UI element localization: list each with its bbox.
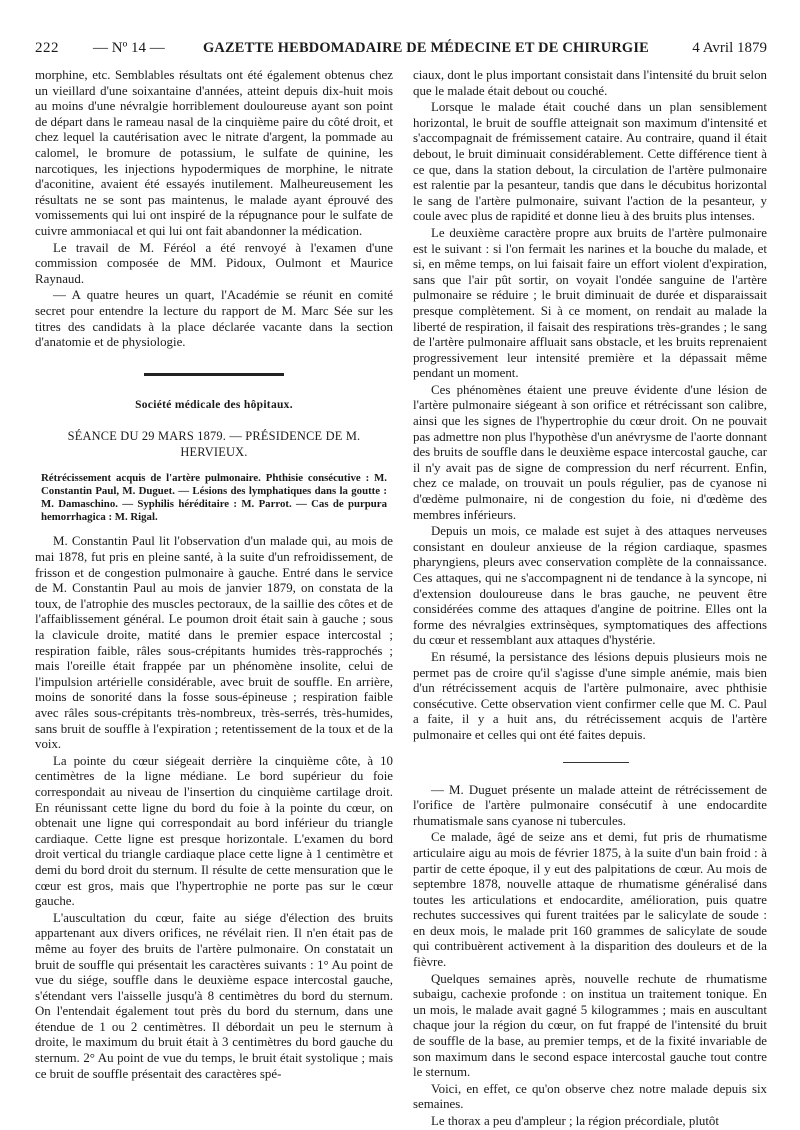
paragraph: ciaux, dont le plus important consistait dans l'intensité du bruit selon que le malade était debout ou couché. [413, 68, 767, 98]
paragraph: Ces phénomènes étaient une preuve évidente d'une lésion de l'artère pulmonaire siégeant à son orifice et rétrécissant son calibre, ainsi que les signes de l'hypertrophie du cœur droit. On ne pouvait pas admettre non plus l'hypothèse d'un anévrysme de l'aorte donnant des bruits de souffle dans le deuxième espace intercostal gauche, car il n'y avait pas de signe de compression du nerf récurrent. Enfin, chez ce malade, on trouvait un pouls régulier, pas de cyanose ni d'œdème pulmonaire, ni de congestion du foie, ni d'œdème des membres inférieurs. [413, 382, 767, 522]
paragraph: Le deuxième caractère propre aux bruits de l'artère pulmonaire est le suivant : si l'on fermait les narines et la bouche du malade, et si, en même temps, on lui faisait faire un effort violent d'expiration, sans que l'air pût sortir, on voyait l'ondée sanguine de l'artère pulmonaire se réduire ; le bruit diminuait de durée et disparaissait presque complètement. Si à ce moment, on rendait au malade la liberté de respiration, il faisait des respirations très-grandes ; le sang de l'artère pulmonaire affluait sans obstacle, et les bruits reprenaient progressivement leur intensité première et la dépassait même pendant un moment. [413, 225, 767, 381]
paragraph: — A quatre heures un quart, l'Académie se réunit en comité secret pour entendre la lecture du rapport de M. Marc Sée sur les titres des candidats à la place déclarée vacante dans la section d'anatomie et de physiologie. [35, 288, 393, 350]
running-header [35, 40, 767, 62]
paragraph: Le travail de M. Féréol a été renvoyé à l'examen d'une commission composée de MM. Pidoux, Oulmont et Maurice Raynaud. [35, 240, 393, 286]
issue-number: — Nº 14 — [93, 40, 165, 56]
paragraph: En résumé, la persistance des lésions depuis plusieurs mois ne permet pas de croire qu'il s'agisse d'une simple anémie, mais bien d'un rétrécissement acquis de l'artère pulmonaire, avec phthisie consécutive. Cette observation vient confirmer celle que M. C. Paul a faite, il y a huit ans, du rétrécissement acquis de l'artère pulmonaire et celles qui ont été faites depuis. [413, 649, 767, 742]
left-column [35, 68, 393, 1082]
paragraph: Quelques semaines après, nouvelle rechute de rhumatisme subaigu, cachexie profonde : on institua un traitement tonique. En un mois, le malade avait gagné 5 kilogrammes ; mais en auscultant chaque jour la région du cœur, on fut frappé de l'intensité du bruit de souffle de la base, au premier temps, et de la fixité invariable de son maximum dans le second espace intercostal gauche tout contre le sternum. [413, 971, 767, 1080]
session-heading: SÉANCE DU 29 MARS 1879. — PRÉSIDENCE DE M. HERVIEUX. [67, 429, 361, 459]
paragraph: Lorsque le malade était couché dans un plan sensiblement horizontal, le bruit de souffle atteignait son maximum d'intensité et s'accompagnait de frémissement cataire. Au contraire, quand il était debout, le bruit diminuait considérablement. Cette différence tient à ce que, dans la station debout, la circulation de l'artère pulmonaire est ralentie par la pesanteur, tandis que dans le décubitus horizontal le sang de l'artère pulmonaire, suivant l'action de la pesanteur, y coule avec plus de rapidité et donne lieu à des bruits plus intenses. [413, 100, 767, 224]
section-title: Société médicale des hôpitaux. [135, 398, 293, 411]
paragraph: morphine, etc. Semblables résultats ont été également obtenus chez un vieillard d'une soixantaine d'années, atteint depuis dix-huit mois au moins d'une névralgie horriblement douloureuse ayant son point de départ dans le rameau nasal de la cinquième paire du côté droit, et chez lequel la cautérisation avec le nitrate d'argent, la pommade au calomel, le bromure de potassium, le sulfate de quinine, les narcotiques, les injections hypodermiques de morphine, le nitrate d'aconitine, avaient été essayés inutilement. Malheureusement les résultats ne se sont pas maintenus, le malade ayant éprouvé des vomissements qui lui ont inspiré de la répugnance pour le sulfate de cuivre ammoniacal et qui lui ont fait abandonner la médication. [35, 68, 393, 238]
paragraph: Voici, en effet, ce qu'on observe chez notre malade depuis six semaines. [413, 1081, 767, 1112]
journal-title: GAZETTE HEBDOMADAIRE DE MÉDECINE ET DE CHIRURGIE [203, 40, 649, 56]
paragraph: M. Constantin Paul lit l'observation d'un malade qui, au mois de mai 1878, fut pris en pleine santé, à la suite d'un refroidissement, de frisson et de congestion pulmonaire à gauche. Entré dans le service de M. Constantin Paul au mois de janvier 1879, on constata de la toux, de l'atrophie des muscles pectoraux, de la saillie des côtes et de l'affaiblissement général. Le poumon droit était sain à gauche ; sous la clavicule droite, matité dans le premier espace intercostal ; respiration faible, râles sous-crépitants humides très-rapprochés ; mais l'oreille était frappée par un phénomène insolite, celui de l'impulsion artérielle considérable, avec bruit de souffle. En arrière, moins de sonorité dans la fosse sous-épineuse ; respiration faible avec râles sous-crépitants très-nombreux, très-serrés, très-humides, sans bruit de souffle à l'expiration ; retentissement de la toux et de la voix. [35, 534, 393, 752]
paragraph: Le thorax a peu d'ampleur ; la région précordiale, plutôt [431, 1114, 719, 1128]
session-summary: Rétrécissement acquis de l'artère pulmonaire. Phthisie consécutive : M. Constantin Paul, M. Duguet. — Lésions des lymphatiques dans la goutte : M. Damaschino. — Syphilis héréditaire : M. Parrot. — Cas de purpura hemorrhagica : M. Rigal. [41, 472, 387, 524]
section-divider [144, 373, 284, 376]
paragraph: — M. Duguet présente un malade atteint de rétrécissement de l'orifice de l'artère pulmonaire consécutif à une endocardite rhumatismale sans cyanose ni tubercules. [413, 782, 767, 828]
page-number: 222 [35, 40, 59, 56]
paragraph: Depuis un mois, ce malade est sujet à des attaques nerveuses consistant en douleur anxieuse de la région cardiaque, spasmes pharyngiens, pleurs avec conservation complète de la connaissance. Ces attaques, qui ne s'accompagnent ni de tendance à la syncope, ni d'extension douloureuse dans le bras gauche, ne peuvent être considérées comme des attaques d'angine de poitrine. Elles ont la forme des névralgies extrinsèques, symptomatiques des affections du cœur et ressemblant aux attaques d'hystérie. [413, 524, 767, 648]
separator-rule [563, 762, 629, 763]
right-column [413, 68, 767, 1130]
paragraph: Ce malade, âgé de seize ans et demi, fut pris de rhumatisme articulaire aigu au mois de février 1875, à la suite d'un bain froid : à partir de cette époque, il y eut des palpitations de cœur. Au mois de septembre 1878, nouvelle attaque de rhumatisme généralisé dans toutes les articulations et endocardite, amélioration, puis quatre rechutes successives qui furent traitées par le salicylate de soude : en deux mois, le malade prit 160 grammes de salicylate de soude qui contribuèrent activement à la disparition des douleurs et de la fièvre. [413, 830, 767, 970]
issue-date: 4 Avril 1879 [692, 40, 767, 56]
paragraph: La pointe du cœur siégeait derrière la cinquième côte, à 10 centimètres de la ligne médiane. Le bord supérieur du foie correspondait au niveau de l'insertion du cinquième cartilage droit. En réunissant cette ligne du bord du foie à la pointe du cœur, on obtenait une ligne qui correspondait au bord inférieur du triangle cardiaque. Cette ligne est presque horizontale. L'examen du bord droit vertical du triangle cardiaque place cette ligne à 1 centimètre et demi du bord droit du sternum. Il résulte de cette mensuration que le cœur est gros, mais que l'hypertrophie ne porte pas sur le cœur gauche. [35, 753, 393, 909]
paragraph: L'auscultation du cœur, faite au siége d'élection des bruits appartenant aux divers orifices, ne révélait rien. Il n'en était pas de même au foyer des bruits de l'artère pulmonaire. On constatait un bruit de souffle qui présentait les caractères suivants : 1° Au point de vue du siége, souffle dans le deuxième espace intercostal gauche, s'étendant vers l'aisselle jusqu'à 8 centimètres du bord du sternum. On l'entendait également tout près du bord du sternum, dans une étendue de 1 ou 2 centimètres. Il débordait un peu le sternum à droite, le maximum du bruit était à 3 centimètres du bord gauche du sternum. 2° Au point de vue du temps, le bruit était systolique ; mais ce bruit de souffle présentait des caractères spé- [35, 910, 393, 1081]
